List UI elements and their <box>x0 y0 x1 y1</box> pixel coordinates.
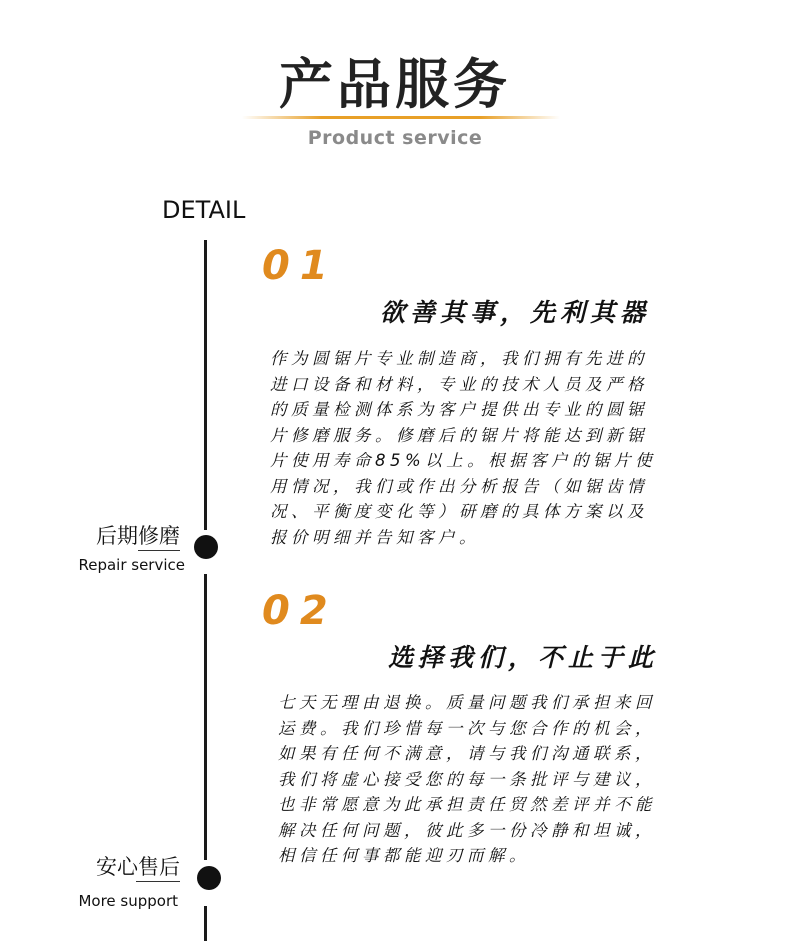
timeline-sublabel-repair: Repair service <box>78 556 185 574</box>
body-line: 片使用寿命85%以上。根据客户的锯片使 <box>270 451 657 470</box>
timeline-line-2 <box>204 574 207 860</box>
detail-label: DETAIL <box>162 196 246 224</box>
timeline-dot-1 <box>194 535 218 559</box>
body-line: 的质量检测体系为客户提供出专业的圆锯 <box>270 400 648 419</box>
body-line: 进口设备和材料，专业的技术人员及严格 <box>270 374 648 394</box>
timeline-label-divider <box>136 881 180 882</box>
section-number: 01 <box>262 243 338 289</box>
page-title: 产品服务 <box>279 53 511 116</box>
timeline-label-repair: 后期修磨 <box>96 524 180 548</box>
body-line: 况、平衡度变化等）研磨的具体方案以及 <box>270 502 648 521</box>
body-line: 相信任何事都能迎刃而解。 <box>278 846 530 865</box>
body-line: 作为圆锯片专业制造商，我们拥有先进的 <box>270 349 648 368</box>
section-heading: 欲善其事，先利其器 <box>380 298 651 327</box>
timeline-label-support: 安心售后 <box>96 855 180 879</box>
body-line: 七天无理由退换。质量问题我们承担来回 <box>278 693 656 712</box>
section-body <box>270 346 656 550</box>
section-number: 02 <box>262 588 338 634</box>
title-underline <box>242 116 560 119</box>
body-line: 也非常愿意为此承担责任贸然差评并不能 <box>278 795 656 814</box>
page-subtitle: Product service <box>307 127 483 149</box>
body-line: 报价明细并告知客户。 <box>270 527 480 547</box>
timeline-line-3 <box>204 906 207 941</box>
section-heading: 选择我们，不止于此 <box>388 643 659 672</box>
body-line: 解决任何问题，彼此多一份冷静和坦诚， <box>278 820 656 840</box>
body-line: 我们将虚心接受您的每一条批评与建议， <box>278 769 656 789</box>
body-line: 运费。我们珍惜每一次与您合作的机会， <box>278 718 656 738</box>
timeline-dot-2 <box>197 866 221 890</box>
section-body <box>278 690 656 869</box>
body-line: 片修磨服务。修磨后的锯片将能达到新锯 <box>270 425 648 445</box>
body-line: 如果有任何不满意，请与我们沟通联系， <box>278 744 656 763</box>
timeline-label-divider <box>138 550 180 551</box>
timeline-line-1 <box>204 240 207 530</box>
body-line: 用情况，我们或作出分析报告（如锯齿情 <box>270 476 648 496</box>
timeline-sublabel-support: More support <box>78 892 178 910</box>
